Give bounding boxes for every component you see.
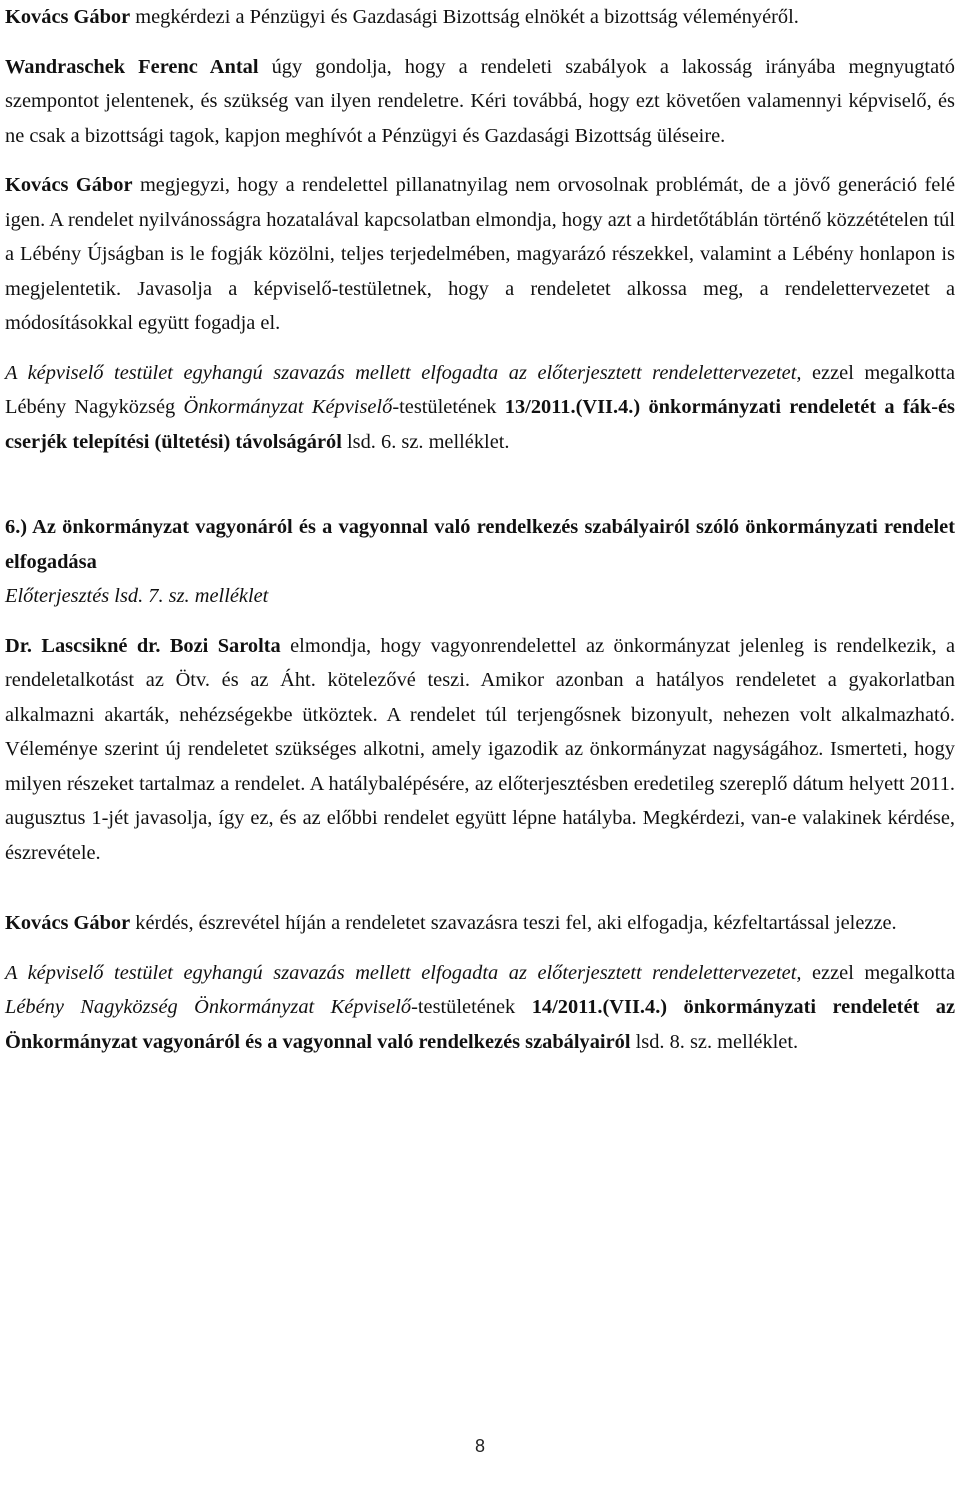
paragraph-kovacs-vote	[5, 906, 955, 941]
page-number: 8	[474, 1436, 485, 1456]
section-heading	[5, 510, 955, 579]
speaker-name: Kovács Gábor	[5, 174, 133, 196]
document-page	[5, 0, 955, 1059]
resolution-decree-title: 14/2011.(VII.4.) önkormányzati rendeletét az Önkormányzat vagyonáról és a vagyonnal való rendelkezés szabályairól	[5, 996, 955, 1053]
speaker-name: Kovács Gábor	[5, 6, 131, 28]
paragraph-kovacs-question	[5, 0, 955, 35]
section-number: 6.)	[5, 516, 28, 538]
paragraph-text: megjegyzi, hogy a rendelettel pillanatnyilag nem orvosolnak problémát, de a jövő generáció felé igen. A rendelet nyilvánosságra hozatalával kapcsolatban elmondja, hogy azt a hirdetőtáblán történő közzétételen túl a Lébény Újságban is le fogják közölni, teljes terjedelmében, magyarázó részekkel, valamint a Lébény honlapon is megjelentetik. Javasolja a képviselő-testületnek, hogy a rendeletet alkossa meg, a rendelettervezetet a módosításokkal együtt fogadja el.	[5, 174, 956, 334]
paragraph-text: elmondja, hogy vagyonrendelettel az önkormányzat jelenleg is rendelkezik, a rendeletalkotást az Ötv. és az Áht. kötelezővé teszi. Amikor azonban a hatályos rendeletet a gyakorlatban alkalmazni akarták, nehézségekbe ütköztek. A rendelet túl terjengősnek bizonyult, nehezen volt alkalmazható. Véleménye szerint új rendeletet szükséges alkotni, amely igazodik az önkormányzat nagyságához. Ismerteti, hogy milyen részeket tartalmaz a rendelet. A hatálybalépésére, az előterjesztésben eredetileg szereplő dátum helyett 2011. augusztus 1-jét javasolja, így ez, és az előbbi rendelet együtt lépne hatályba. Megkérdezi, van-e valakinek kérdése, észrevétele.	[5, 634, 955, 864]
paragraph-wandraschek	[5, 50, 955, 154]
resolution-text: -testületének	[411, 996, 532, 1018]
resolution-intro: A képviselő testület egyhangú szavazás mellett elfogadta az előterjesztett rendelettervezetet,	[5, 361, 802, 384]
resolution-intro: A képviselő testület egyhangú szavazás mellett elfogadta az előterjesztett rendelettervezetet,	[5, 961, 802, 984]
resolution-text: -testületének	[392, 396, 505, 418]
section-reference	[5, 579, 955, 614]
speaker-name: Kovács Gábor	[5, 912, 131, 934]
paragraph-kovacs-remarks	[5, 168, 955, 341]
speaker-name: Dr. Lascsikné dr. Bozi Sarolta	[5, 634, 281, 657]
paragraph-text: úgy gondolja, hogy a rendeleti szabályok a lakosság irányába megnyugtató szempontot jelentenek, és szükség van ilyen rendeletre. Kéri továbbá, hogy ezt követően valamennyi képviselő, és ne csak a bizottsági tagok, kapjon meghívót a Pénzügyi és Gazdasági Bizottság üléseire.	[5, 55, 955, 147]
paragraph-text: megkérdezi a Pénzügyi és Gazdasági Bizottság elnökét a bizottság véleményéről.	[130, 6, 799, 28]
resolution-body-name: Lébény Nagyközség Önkormányzat Képviselő	[5, 996, 412, 1018]
resolution-decree-title: 13/2011.(VII.4.) önkormányzati rendeletét a fák-és cserjék telepítési (ültetési) távolságáról	[5, 396, 955, 453]
resolution-14-2011	[5, 956, 955, 1060]
resolution-attachment-ref: lsd. 6. sz. melléklet.	[341, 430, 510, 453]
speaker-name: Wandraschek Ferenc Antal	[5, 55, 259, 78]
resolution-text: ezzel megalkotta Lébény Nagyközség	[5, 361, 955, 418]
paragraph-lascsikne	[5, 629, 955, 871]
resolution-13-2011	[5, 356, 955, 460]
resolution-attachment-ref: lsd. 8. sz. melléklet.	[630, 1030, 799, 1053]
reference-text: Előterjesztés lsd. 7. sz. melléklet	[5, 585, 269, 607]
resolution-text: ezzel megalkotta	[801, 961, 955, 984]
paragraph-text: kérdés, észrevétel híján a rendeletet szavazásra teszi fel, aki elfogadja, kézfeltartással jelezze.	[130, 912, 897, 934]
resolution-body-name: Önkormányzat Képviselő	[183, 396, 393, 418]
section-title: Az önkormányzat vagyonáról és a vagyonnal való rendelkezés szabályairól szóló önkormányzati rendelet elfogadása	[5, 516, 955, 573]
